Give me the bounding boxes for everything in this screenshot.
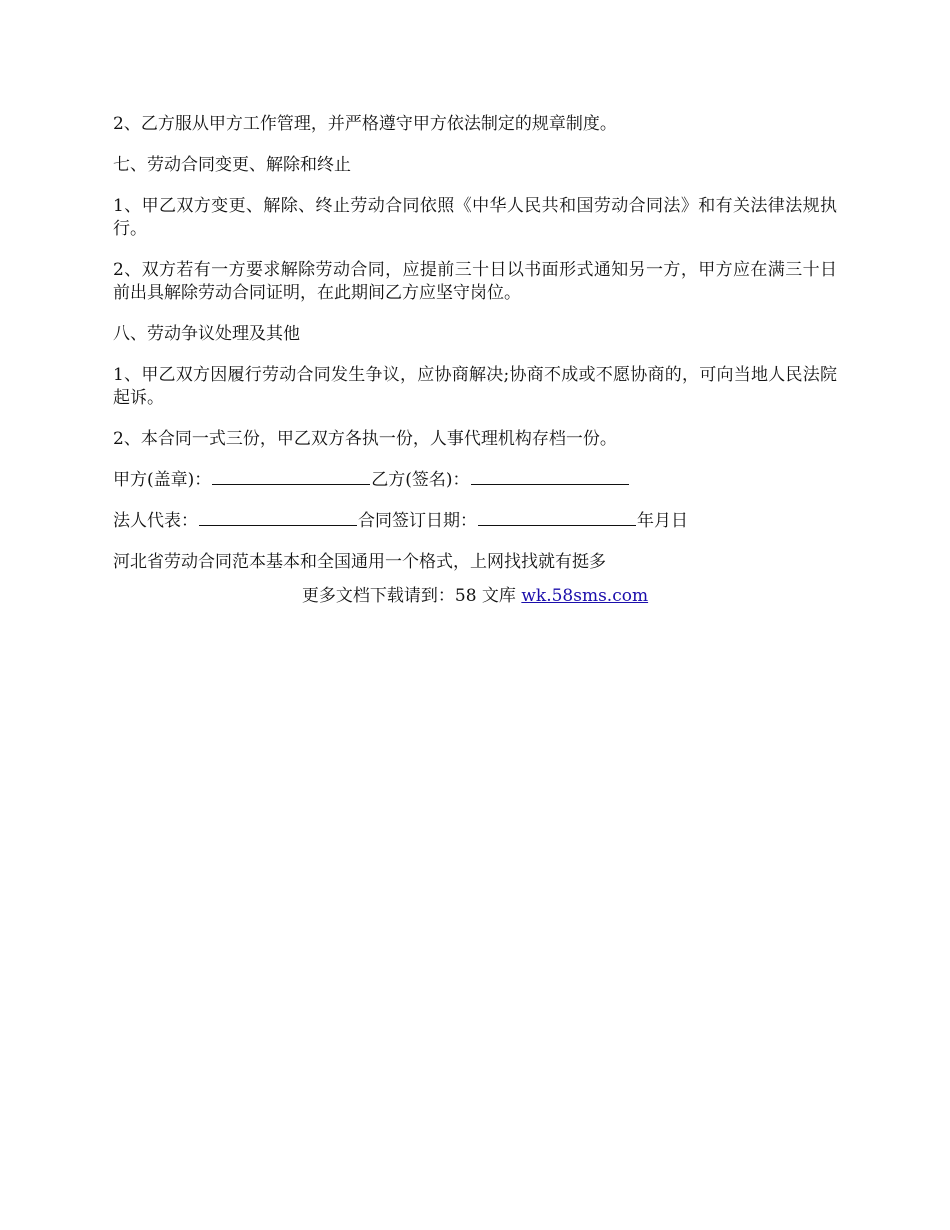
clause-text: 2、本合同一式三份，甲乙双方各执一份，人事代理机构存档一份。 [113,429,617,449]
sign-date-line [478,510,636,526]
heading-text: 七、劳动合同变更、解除和终止 [113,155,351,175]
party-a-signature-line [212,469,370,485]
legal-rep-label: 法人代表： [113,511,198,531]
party-b-signature-line [471,469,629,485]
clause-text: 2、双方若有一方要求解除劳动合同，应提前三十日以书面形式通知另一方，甲方应在满三十日前出具解除劳动合同证明，在此期间乙方应坚守岗位。 [113,260,837,303]
party-a-label: 甲方(盖章)： [113,470,212,490]
note-text: 河北省劳动合同范本基本和全国通用一个格式，上网找找就有挺多 [113,552,606,572]
legal-rep-signature-line [199,510,357,526]
footer-text: 更多文档下载请到：58 文库 [301,586,522,606]
date-suffix: 年月日 [637,511,688,531]
sign-date-label: 合同签订日期： [358,511,477,531]
clause-7-2 [113,113,837,136]
clause-7-1 [113,195,837,241]
clause-8-2 [113,428,837,451]
clause-7-2b [113,259,837,305]
clause-text: 2、乙方服从甲方工作管理，并严格遵守甲方依法制定的规章制度。 [113,114,617,134]
signature-row-date [113,510,837,533]
section-heading-7 [113,154,837,177]
party-b-label: 乙方(签名)： [371,470,470,490]
clause-text: 1、甲乙双方变更、解除、终止劳动合同依照《中华人民共和国劳动合同法》和有关法律法规执行。 [113,196,837,239]
clause-8-1 [113,364,837,410]
note-paragraph [113,551,837,574]
footer [0,585,950,608]
document-body [113,113,837,592]
heading-text: 八、劳动争议处理及其他 [113,324,300,344]
footer-link[interactable]: wk.58sms.com [521,586,649,606]
signature-row-parties [113,469,837,492]
clause-text: 1、甲乙双方因履行劳动合同发生争议，应协商解决;协商不成或不愿协商的，可向当地人民法院起诉。 [113,365,837,408]
section-heading-8 [113,323,837,346]
